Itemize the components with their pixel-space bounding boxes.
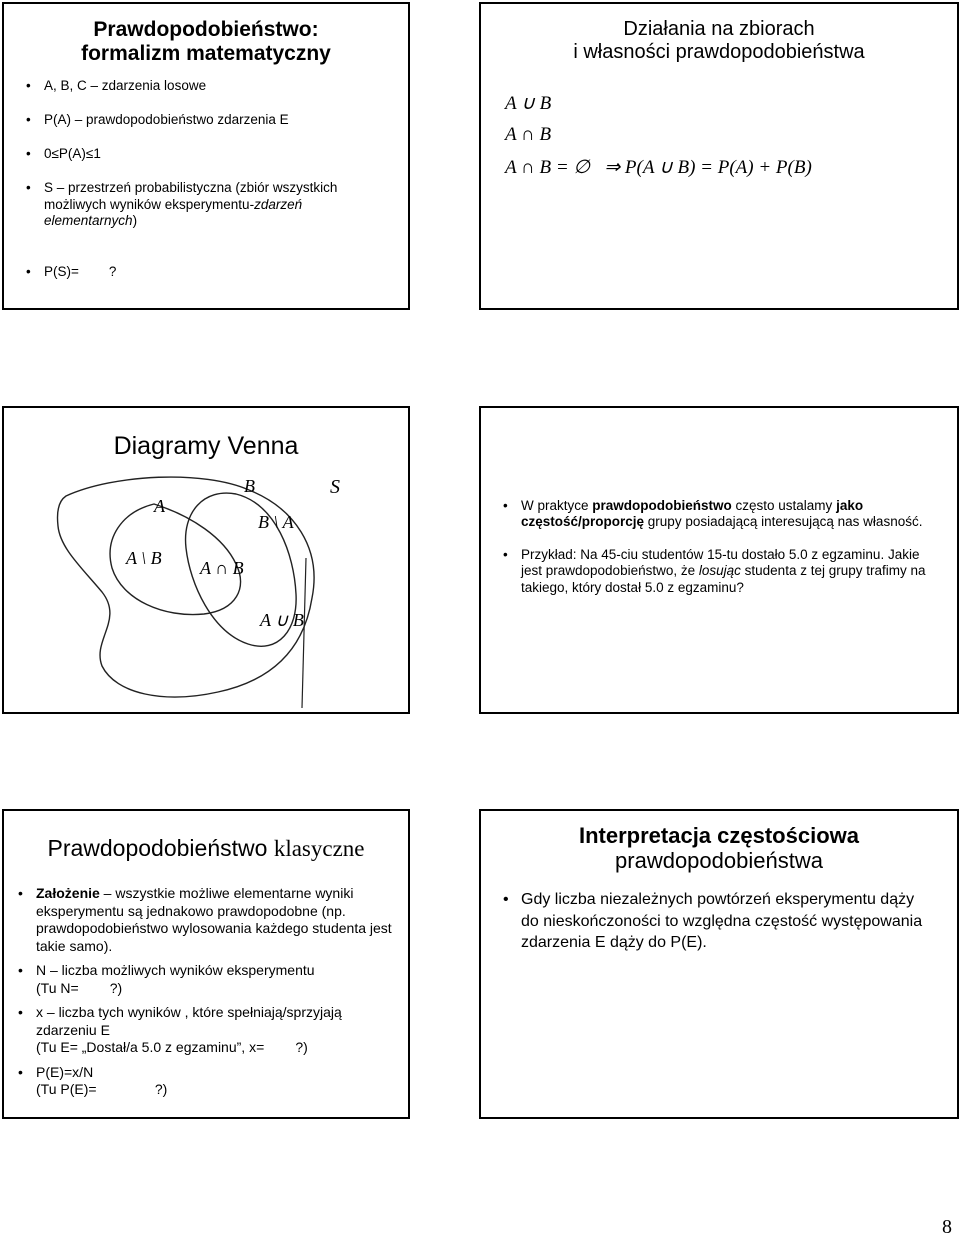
bullet-list xyxy=(18,885,403,1106)
bullet-text: (Tu P(E)= ?) xyxy=(36,1081,168,1097)
bullet-item xyxy=(503,498,943,531)
bullet-emphasis: losując xyxy=(698,563,741,579)
venn-label-a: A xyxy=(154,496,165,516)
slide-frequentist-interpretation xyxy=(479,809,959,1119)
bullet-item: • P(S)= ? xyxy=(26,264,396,281)
venn-label-a-minus-b: A \ B xyxy=(126,548,162,568)
bullet-item xyxy=(26,180,396,231)
bullet-item: • Gdy liczba niezależnych powtórzeń eksperymentu dąży do nieskończoności to względna częstość występowania zdarzenia E dąży do P(E). xyxy=(503,889,933,954)
bullet-text: • P(E)=x/N xyxy=(36,1063,94,1080)
slide-set-operations xyxy=(479,2,959,310)
slide-venn-diagrams xyxy=(2,406,410,714)
bullet-item: • P(A) – prawdopodobieństwo zdarzenia E xyxy=(26,112,396,129)
title-serif: klasyczne xyxy=(273,836,365,861)
bullet-text: S – przestrzeń probabilistyczna (zbiór wszystkich możliwych wyników eksperymentu- xyxy=(44,179,338,212)
bullet-text: Przykład: Na 45-ciu studentów 15-tu dostało 5.0 z egzaminu. Jakie jest prawdopodobieństwo, że xyxy=(521,546,920,579)
venn-label-b: B xyxy=(244,476,255,496)
venn-label-a-cup-b: A ∪ B xyxy=(260,610,304,630)
bullet-text: • N – liczba możliwych wyników eksperymentu xyxy=(36,962,315,978)
slide-title xyxy=(4,18,408,66)
bullet-item xyxy=(18,1064,403,1099)
bullet-emphasis: prawdopodobieństwo xyxy=(592,498,732,513)
slide-classical-probability xyxy=(2,809,410,1119)
venn-label-a-cap-b: A ∩ B xyxy=(200,558,244,578)
bullet-item xyxy=(18,1004,403,1057)
slide-title xyxy=(481,18,957,64)
bullet-emphasis: Założenie xyxy=(36,885,100,901)
slide-title xyxy=(481,823,957,874)
venn-divider-line xyxy=(302,558,306,708)
title-line-2: prawdopodobieństwa xyxy=(615,848,823,874)
bullet-text: studenta z tej grupy trafimy na takiego, który dostał 5.0 z egzaminu? xyxy=(521,563,926,595)
bullet-text: (Tu N= ?) xyxy=(36,979,123,996)
bullet-list xyxy=(503,498,943,612)
venn-label-s: S xyxy=(330,476,340,498)
bullet-item: • A, B, C – zdarzenia losowe xyxy=(26,78,396,95)
bullet-text: – wszystkie możliwe elementarne wyniki eksperymentu są jednakowo prawdopodobne (np. prawdopodobieństwo wylosowania każdego studenta jest takie samo). xyxy=(36,885,392,954)
formula-union: A ∪ B xyxy=(505,93,552,114)
bullet-item xyxy=(18,885,403,955)
page-number: 8 xyxy=(942,1216,952,1238)
title-line-2: i własności prawdopodobieństwa xyxy=(573,41,865,63)
venn-label-b-minus-a: B \ A xyxy=(258,512,294,532)
bullet-text: • x – liczba tych wyników , które spełniają/sprzyjają zdarzeniu E xyxy=(36,1004,342,1038)
bullet-list xyxy=(26,78,396,298)
bullet-text: ) xyxy=(132,213,138,229)
bullet-text: grupy posiadającą interesującą nas własność. xyxy=(644,514,923,530)
title-line-2: formalizm matematyczny xyxy=(81,42,331,66)
bullet-item xyxy=(503,547,943,596)
bullet-text: (Tu E= „Dostał/a 5.0 z egzaminu”, x= ?) xyxy=(36,1039,308,1055)
bullet-list xyxy=(503,889,933,954)
slide-frequency-practice xyxy=(479,406,959,714)
bullet-text: często ustalamy xyxy=(731,498,837,513)
title-line-1: Działania na zbiorach xyxy=(623,18,815,40)
slide-formalism xyxy=(2,2,410,310)
slide-title xyxy=(4,835,408,862)
bullet-item xyxy=(18,962,403,997)
formula-intersection: A ∩ B xyxy=(505,124,552,145)
title-sans: Prawdopodobieństwo xyxy=(47,835,268,861)
formula-disjoint-additivity: A ∩ B = ∅ ⇒ P(A ∪ B) = P(A) + P(B) xyxy=(505,157,812,178)
bullet-emphasis: jako częstość/proporcję xyxy=(521,498,864,530)
title-line-1: Prawdopodobieństwo: xyxy=(93,18,319,41)
title-line-1: Interpretacja częstościowa xyxy=(578,823,859,848)
bullet-item: • 0≤P(A)≤1 xyxy=(26,146,396,163)
bullet-emphasis: zdarzeń elementarnych xyxy=(44,196,303,229)
slide-title: Diagramy Venna xyxy=(113,432,299,460)
venn-outline-outer xyxy=(57,477,314,697)
bullet-text: W praktyce xyxy=(521,498,593,513)
